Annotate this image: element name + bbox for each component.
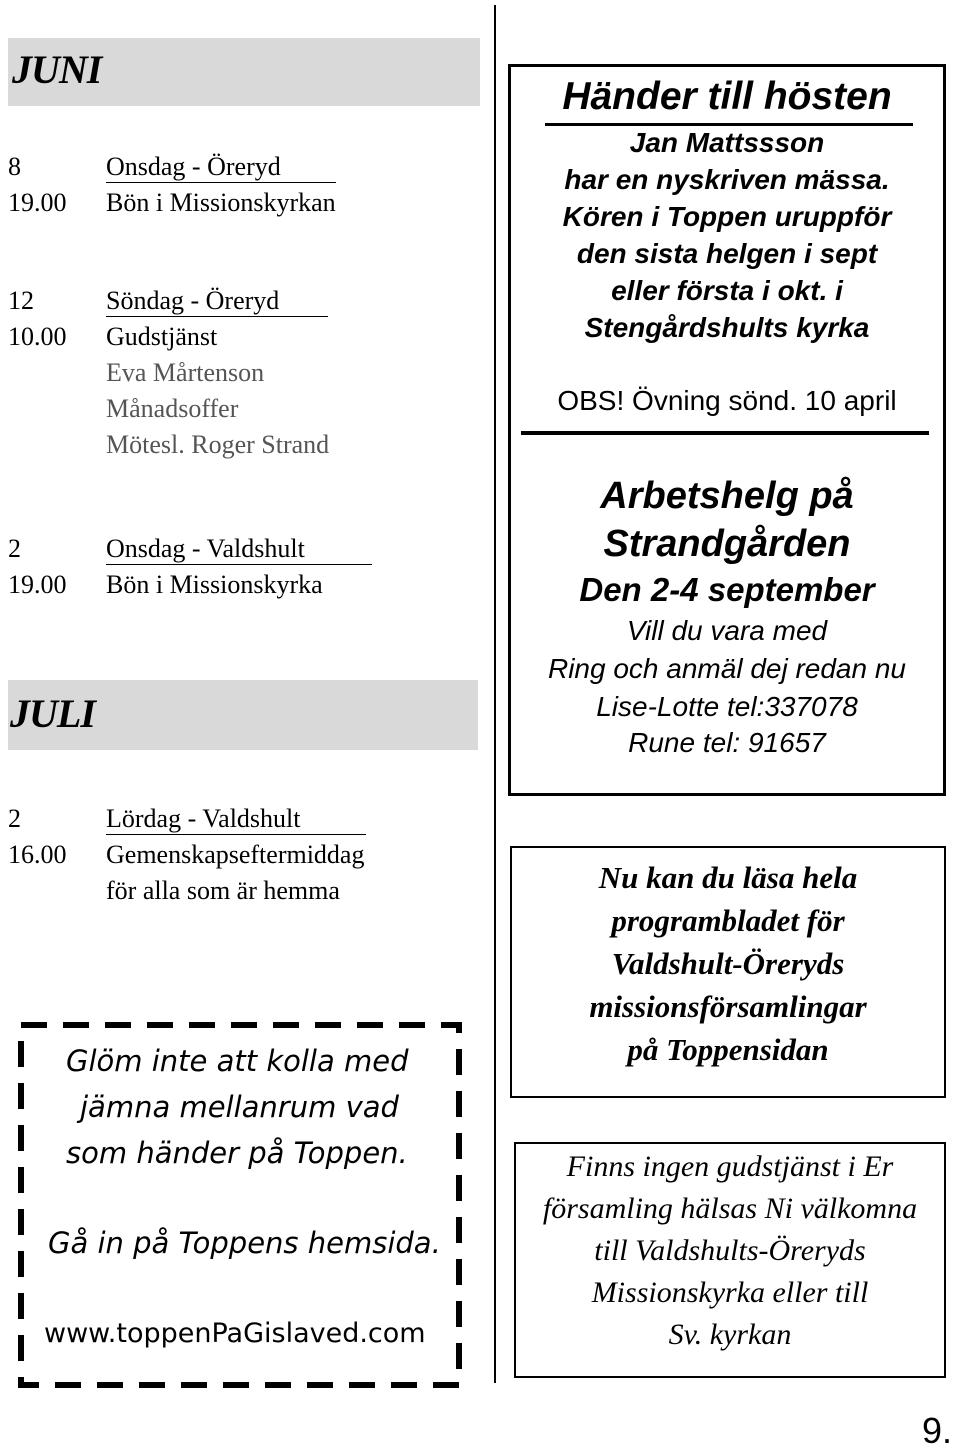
event-date: 2: [8, 804, 21, 833]
autumn-title: Händer till hösten: [562, 75, 892, 118]
event-desc: Gemenskapseftermiddag: [106, 840, 365, 869]
event-time: 19.00: [8, 188, 67, 217]
program-line: missionsförsamlingar: [589, 989, 867, 1024]
event-date-row: [0, 286, 480, 318]
june-title: JUNI: [12, 47, 102, 92]
section-divider: [521, 431, 929, 435]
event-time-row: [0, 188, 480, 220]
column-divider: [494, 5, 496, 1383]
program-line: på Toppensidan: [627, 1032, 829, 1067]
autumn-line: eller första i okt. i: [611, 275, 843, 306]
program-box: [510, 846, 946, 1098]
event-date-row: [0, 534, 480, 566]
autumn-line: den sista helgen i sept: [576, 238, 878, 269]
event-desc: Bön i Missionskyrka: [106, 570, 323, 599]
work-line: Vill du vara med: [626, 615, 828, 646]
work-dates: Den 2-4 september: [579, 571, 875, 608]
notice-line: jämna mellanrum vad: [80, 1090, 399, 1124]
event-extra: Eva Mårtenson: [106, 358, 265, 387]
event-extra: Mötesl. Roger Strand: [106, 430, 330, 459]
work-line: Rune tel: 91657: [628, 727, 826, 758]
event-desc: Bön i Missionskyrkan: [106, 188, 336, 217]
program-line: Valdshult-Öreryds: [611, 946, 845, 981]
program-line: Nu kan du läsa hela: [598, 860, 858, 895]
event-desc: Gudstjänst: [106, 322, 218, 351]
welcome-line: Finns ingen gudstjänst i Er: [566, 1150, 894, 1183]
event-date: 8: [8, 152, 21, 181]
event-day: Söndag - Öreryd: [106, 286, 328, 317]
work-line: Lise-Lotte tel:337078: [596, 691, 858, 722]
event-time: 16.00: [8, 840, 67, 869]
work-title: Arbetshelg på: [600, 475, 854, 517]
welcome-line: till Valdshults-Öreryds: [594, 1234, 866, 1267]
event-day: Lördag - Valdshult: [106, 804, 366, 835]
event-time-row: [0, 840, 480, 872]
work-line: Ring och anmäl dej redan nu: [547, 653, 906, 684]
welcome-line: Missionskyrka eller till: [591, 1276, 869, 1309]
event-date-row: [0, 804, 480, 836]
event-date-row: [0, 152, 480, 184]
website-link[interactable]: www.toppenPaGislaved.com: [44, 1318, 426, 1349]
event-extra: Månadsoffer: [106, 394, 239, 423]
welcome-line: Sv. kyrkan: [668, 1318, 792, 1351]
welcome-line: församling hälsas Ni välkomna: [542, 1192, 918, 1225]
obs-note: OBS! Övning sönd. 10 april: [557, 385, 897, 416]
event-time: 19.00: [8, 570, 67, 599]
welcome-box: [514, 1142, 946, 1378]
autumn-line: Stengårdshults kyrka: [584, 312, 870, 343]
autumn-line: har en nyskriven mässa.: [564, 164, 890, 195]
page-number: 9.: [921, 1410, 952, 1451]
event-day: Onsdag - Valdshult: [106, 534, 372, 565]
toppen-notice-box: [18, 1022, 462, 1388]
autumn-line: Jan Mattssson: [629, 127, 825, 158]
event-time-row: [0, 322, 480, 354]
autumn-line: Kören i Toppen uruppför: [562, 201, 892, 232]
event-day: Onsdag - Öreryd: [106, 152, 336, 183]
july-title: JULI: [10, 691, 95, 736]
event-time: 10.00: [8, 322, 67, 351]
work-title: Strandgården: [603, 523, 851, 565]
autumn-box: [508, 64, 946, 796]
program-line: programbladet för: [611, 903, 845, 938]
event-date: 12: [8, 286, 34, 315]
notice-line: som händer på Toppen.: [66, 1136, 408, 1170]
title-underline: [545, 123, 913, 126]
event-time-row: [0, 570, 480, 602]
notice-line: Glöm inte att kolla med: [66, 1044, 409, 1078]
event-extra: för alla som är hemma: [106, 876, 340, 905]
event-date: 2: [8, 534, 21, 563]
notice-link-text: Gå in på Toppens hemsida.: [48, 1226, 441, 1260]
